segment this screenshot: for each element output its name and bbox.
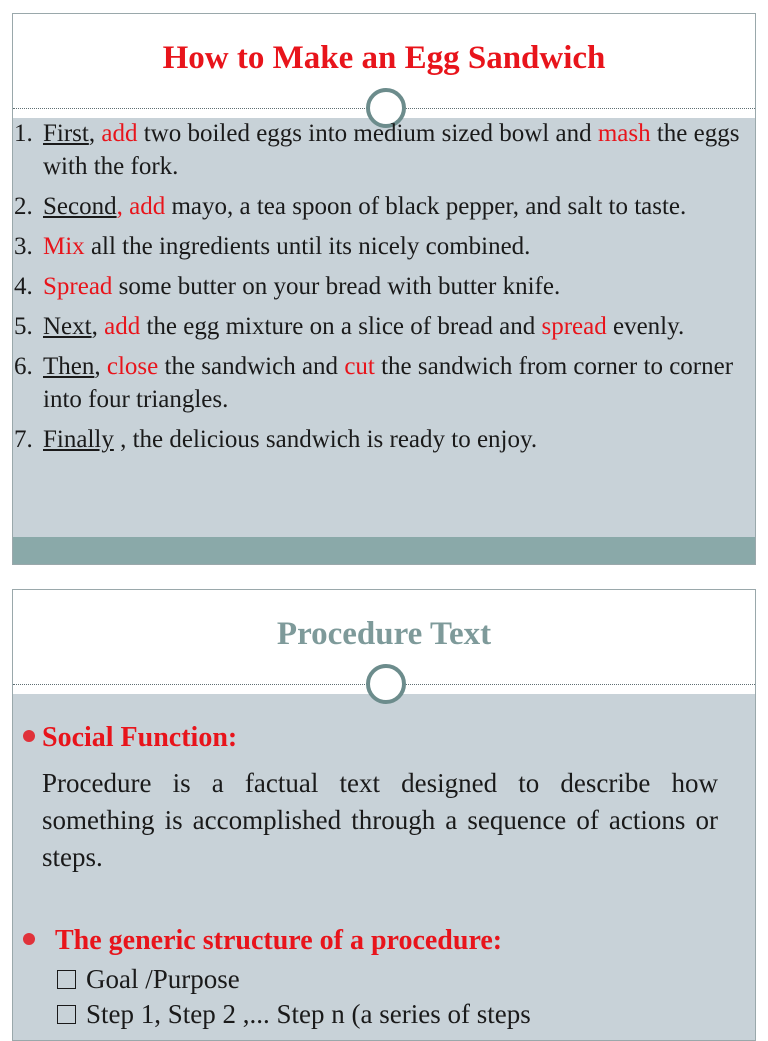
punct: ,: [94, 353, 101, 380]
punct: ,: [88, 120, 96, 147]
step-text: , the delicious sandwich is ready to enjoy.: [113, 426, 538, 453]
checkbox-icon: [57, 970, 76, 989]
step-text: the eggs with the fork.: [43, 120, 740, 180]
step-number: 4.: [14, 273, 33, 300]
step-text: all the ingredients until its nicely combined.: [84, 233, 531, 260]
action-verb: mash: [597, 120, 651, 147]
structure-list: [57, 962, 531, 1032]
structure-heading: The generic structure of a procedure:: [55, 925, 503, 956]
checkbox-icon: [57, 1005, 76, 1024]
action-verb: Mix: [43, 233, 85, 260]
action-verb: close: [106, 353, 159, 380]
structure-item: Goal /Purpose: [86, 964, 240, 994]
slide-title: How to Make an Egg Sandwich: [162, 40, 606, 76]
step-number: 7.: [14, 426, 33, 453]
list-item: [57, 997, 531, 1032]
punct: ,: [91, 313, 98, 340]
step-text: the egg mixture on a slice of bread and: [140, 313, 542, 340]
step-number: 2.: [14, 193, 33, 220]
action-verb: cut: [344, 353, 375, 380]
social-function-text: Procedure is a factual text designed to describe how something is accomplished through a sequence of actions or steps.: [42, 768, 718, 872]
steps-list: [14, 117, 744, 463]
step-number: 6.: [14, 353, 33, 380]
ring-ornament-icon: [366, 664, 406, 704]
footer-band: [13, 537, 755, 564]
step-text: the sandwich and: [158, 353, 345, 380]
list-item: [14, 190, 744, 223]
step-text: mayo, a tea spoon of black pepper, and salt to taste.: [165, 193, 687, 220]
step-text: some butter on your bread with butter knife.: [112, 273, 561, 300]
list-item: [14, 310, 744, 343]
step-number: 3.: [14, 233, 33, 260]
step-number: 5.: [14, 313, 33, 340]
list-item: [14, 423, 744, 456]
list-item: [57, 962, 531, 997]
sequence-word: Second: [43, 193, 117, 220]
sequence-word: Finally: [43, 426, 114, 453]
list-item: [14, 117, 744, 183]
sequence-word: Then: [43, 353, 95, 380]
bullet-icon: [23, 730, 35, 742]
sequence-word: Next: [43, 313, 92, 340]
action-verb: add: [104, 313, 141, 340]
action-verb: add: [101, 120, 138, 147]
action-verb: , add: [116, 193, 166, 220]
step-text: two boiled eggs into medium sized bowl and: [137, 120, 598, 147]
slide-title: Procedure Text: [276, 616, 492, 652]
action-verb: Spread: [43, 273, 113, 300]
structure-item: Step 1, Step 2 ,... Step n (a series of steps: [86, 999, 531, 1029]
step-text: evenly.: [606, 313, 685, 340]
bullet-icon: [23, 933, 35, 945]
step-number: 1.: [14, 120, 33, 147]
sequence-word: First: [43, 120, 89, 147]
list-item: [14, 230, 744, 263]
list-item: [14, 350, 744, 416]
list-item: [14, 270, 744, 303]
action-verb: spread: [541, 313, 607, 340]
step-text: the sandwich from corner to corner into four triangles.: [43, 353, 734, 413]
social-function-heading: Social Function:: [42, 722, 238, 753]
